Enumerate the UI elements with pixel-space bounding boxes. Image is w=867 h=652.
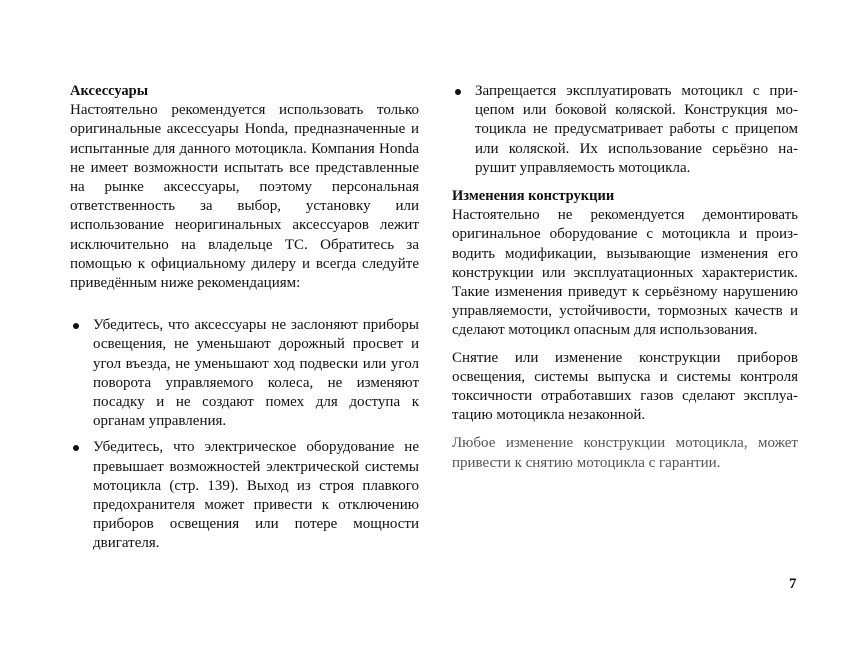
warranty-note: Любое изменение конструкции мотоцикла, может привести к снятию мотоцикла с гарантии. bbox=[452, 435, 798, 471]
accessories-bullet-list bbox=[70, 316, 419, 553]
lighting-exhaust-paragraph: Снятие или изменение конструкции приборов освещения, системы выпуска и системы контроля токсичности отработавших газов сделают эксплуатацию мотоцикла незаконной. bbox=[452, 349, 798, 424]
list-item-text: Убедитесь, что аксессуары не заслоняют приборы освещения, не уменьшают дорожный просвет и угол въезда, не уменьшают ход подвески или угол поворота управляемого колеса, не изменяют посадку и не создают помех для доступа к органам управления. bbox=[93, 317, 419, 430]
accessories-paragraph: Настоятельно рекомендуется использовать только оригинальные аксессуары Honda, предназначенные и испытанные для данного мотоцикла. Компания Honda не имеет возможности испытать все представленные на рынке аксессуары, поэтому персональная ответственность за выбор, установку или использование неоригинальных аксессуаров лежит исключительно на владельце ТС. Обратитесь за помощью к официальному дилеру и всегда следуйте приведённым ниже рекомендациям: bbox=[70, 102, 419, 292]
section-heading-modifications: Изменения конструкции bbox=[452, 188, 615, 205]
bullet-icon bbox=[455, 89, 461, 95]
bullet-icon bbox=[73, 445, 79, 451]
list-item-text: Запрещается эксплуатировать мотоцикл с прицепом или боковой коляской. Конструкция мотоцикла не предусматривает работы с прицепом или коляской. Их использование серьёзно нарушит управляемость мотоцикла. bbox=[475, 83, 798, 176]
left-column bbox=[70, 82, 419, 561]
section-heading-accessories: Аксессуары bbox=[70, 83, 149, 99]
modifications-paragraph: Настоятельно не рекомендуется демонтировать оригинальное оборудование с мотоцикла и производить модификации, вызывающие изменения его конструкции или эксплуатационных характеристик. Такие изменения приведут к серьёзному нарушению управляемости, устойчивости, тормозных качеств и сделают мотоцикл опасным для использования. bbox=[452, 207, 798, 339]
trailer-bullet-list bbox=[452, 82, 798, 178]
bullet-icon bbox=[73, 323, 79, 329]
list-item bbox=[70, 316, 419, 431]
list-item-text: Убедитесь, что электрическое оборудование не превышает возможностей электрической системы мотоцикла (стр. 139). Выход из строя плавкого предохранителя может привести к отключению приборов освещения или потере мощности двигателя. bbox=[93, 439, 419, 552]
page-number: 7 bbox=[789, 576, 797, 592]
right-column bbox=[452, 82, 798, 473]
list-item bbox=[70, 438, 419, 553]
list-item bbox=[452, 82, 798, 178]
